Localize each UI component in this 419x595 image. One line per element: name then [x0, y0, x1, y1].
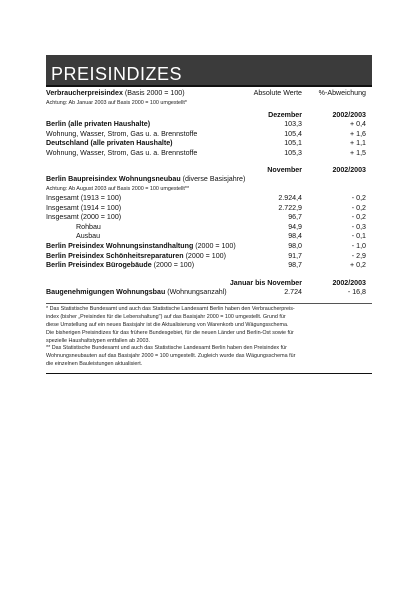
table-row: [46, 120, 372, 130]
period-header-jan-nov: Januar bis November 2002/2003: [229, 278, 366, 287]
footnote-line: ** Das Statistische Bundesamt und auch das Statistische Landesamt Berlin haben den Preisindex für: [46, 345, 287, 352]
row-change: - 0,2: [351, 203, 366, 212]
construction-subrows: [46, 223, 372, 242]
row-change: + 0,4: [350, 120, 366, 128]
row-change: - 0,1: [351, 232, 366, 241]
table-row: [46, 223, 372, 233]
row-change: - 0,3: [351, 222, 366, 231]
row-change: + 1,6: [350, 129, 366, 138]
maintenance-rows: [46, 242, 372, 271]
row-value: 105,4: [284, 129, 302, 138]
row-change: + 1,1: [350, 139, 366, 148]
row-change: - 2,9: [351, 251, 366, 260]
row-change: + 0,2: [350, 261, 366, 270]
footnote-line: Wohnungsneubauten auf das Basisjahr 2000 = 100 umgestellt. Zugleich wurde das Wägungsschema für: [46, 353, 296, 360]
construction-rows: [46, 194, 372, 223]
row-value: 98,0: [288, 241, 302, 250]
row-value: 2.722,9: [278, 203, 302, 212]
row-label: Berlin Preisindex Bürogebäude (2000 = 100): [46, 261, 195, 270]
row-value: 2.924,4: [278, 193, 302, 202]
row-label: Berlin Preisindex Wohnungsinstandhaltung (2000 = 100): [46, 241, 236, 250]
row-value: 94,9: [288, 222, 302, 231]
note-construction: Achtung: Ab August 2003 auf Basis 2000 = 100 umgestellt**: [46, 185, 190, 192]
column-percent-change: %-Abweichung: [318, 89, 366, 97]
column-absolute-values: Absolute Werte: [253, 89, 302, 97]
row-label: Berlin (alle privaten Haushalte): [46, 120, 151, 128]
cpi-header-row: [46, 88, 372, 99]
row-label: Berlin Preisindex Schönheitsreparaturen (2000 = 100): [46, 251, 226, 260]
row-label: Insgesamt (2000 = 100): [46, 213, 122, 222]
row-label: Wohnung, Wasser, Strom, Gas u. a. Brennstoffe: [46, 148, 198, 157]
footnote-line: spezielle Haushaltstypen entfallen ab 2003.: [46, 337, 150, 344]
footnote-line: diese Umstellung auf ein neues Basisjahr ist die Aktualisierung von Warenkorb und Wägungsschema.: [46, 321, 289, 328]
cpi-rows: [46, 120, 372, 158]
row-label: Rohbau: [76, 222, 101, 231]
row-label: Wohnung, Wasser, Strom, Gas u. a. Brennstoffe: [46, 129, 198, 138]
footnote-line: die einzelnen Bauleistungen aktualisiert.: [46, 360, 143, 367]
table-row: [46, 194, 372, 204]
construction-index-title: Berlin Baupreisindex Wohnungsneubau (diverse Basisjahre): [46, 175, 246, 184]
row-value: 91,7: [288, 251, 302, 260]
row-value: 105,3: [284, 148, 302, 157]
table-row: [46, 130, 372, 140]
table-row: [46, 252, 372, 262]
title-banner: [46, 55, 372, 87]
row-change: + 1,5: [350, 148, 366, 157]
cpi-title: Verbraucherpreisindex: [46, 89, 123, 97]
period-header-december: Dezember 2002/2003: [268, 111, 366, 119]
footnote-line: Die bisherigen Preisindizes für das frühere Bundesgebiet, für die neuen Länder und Berlin-Ost sowie für: [46, 329, 294, 336]
table-row: [46, 204, 372, 214]
row-value: 103,3: [284, 120, 302, 128]
table-row: [46, 261, 372, 271]
row-value: 98,7: [288, 261, 302, 270]
table-row: [46, 242, 372, 252]
page-title: preisindizes: [51, 56, 183, 86]
row-label: Ausbau: [76, 232, 101, 241]
table-row: [46, 213, 372, 223]
building-permits-row: Baugenehmigungen Wohnungsbau (Wohnungsanzahl) 2.724 - 16,8: [46, 287, 366, 296]
table-row: [46, 149, 372, 159]
footnote-line: index (bisher „Preisindex für die Lebenshaltung") auf das Basisjahr 2000 = 100 umgestellt. Grund für: [46, 314, 286, 321]
row-label: Deutschland (alle privaten Haushalte): [46, 139, 173, 148]
bottom-rule: [46, 373, 372, 374]
row-label: Insgesamt (1913 = 100): [46, 193, 122, 202]
row-value: 98,4: [288, 232, 302, 241]
cpi-base: (Basis 2000 = 100): [122, 89, 185, 97]
footnote-divider: [46, 303, 372, 304]
footnote-line: * Das Statistische Bundesamt und auch das Statistische Landesamt Berlin haben den Verbraucherpreis-: [46, 306, 295, 313]
period-header-november: November 2002/2003: [267, 166, 366, 175]
row-change: - 1,0: [351, 241, 366, 250]
row-value: 105,1: [284, 139, 302, 148]
row-value: 96,7: [288, 213, 302, 222]
row-change: - 0,2: [351, 193, 366, 202]
row-label: Insgesamt (1914 = 100): [46, 203, 122, 212]
table-row: [46, 232, 372, 242]
table-row: [46, 139, 372, 149]
footnotes: [46, 306, 372, 368]
row-change: - 0,2: [351, 213, 366, 222]
note-cpi: Achtung: Ab Januar 2003 auf Basis 2000 = 100 umgestellt*: [46, 100, 188, 106]
price-index-table: [46, 55, 372, 374]
